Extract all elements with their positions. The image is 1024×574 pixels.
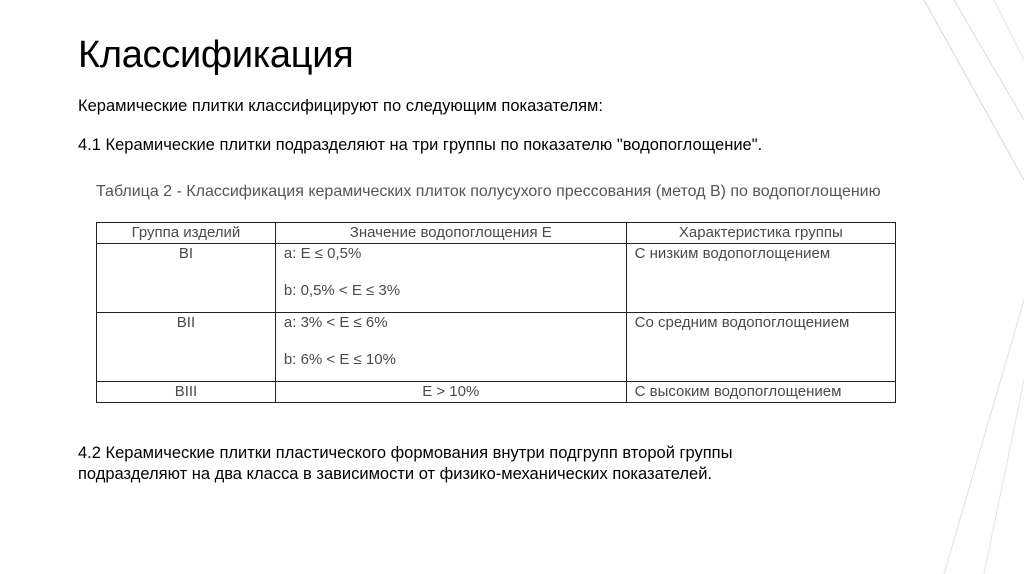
cell-group: BI bbox=[97, 244, 276, 313]
table-row bbox=[97, 244, 896, 313]
decorative-corner-lines bbox=[884, 0, 1024, 574]
header-value: Значение водопоглощения E bbox=[275, 223, 626, 244]
page-title: Классификация bbox=[78, 34, 354, 76]
header-characteristic: Характеристика группы bbox=[626, 223, 895, 244]
section-4-2-text: 4.2 Керамические плитки пластического формования внутри подгрупп второй группы подразделяют на два класса в зависимости от физико-механических показателей. bbox=[78, 444, 733, 483]
table-row bbox=[97, 313, 896, 382]
cell-characteristic: С низким водопоглощением bbox=[626, 244, 895, 313]
cell-group: BIII bbox=[97, 382, 276, 403]
value-subgroup-a: a: 3% < E ≤ 6% bbox=[283, 314, 388, 331]
cell-characteristic: Со средним водопоглощением bbox=[626, 313, 895, 382]
value-subgroup-b: b: 6% < E ≤ 10% bbox=[283, 351, 396, 368]
table-caption: Таблица 2 - Классификация керамических плиток полусухого прессования (метод В) по водопоглощению bbox=[96, 183, 881, 200]
classification-table bbox=[96, 222, 896, 403]
section-4-1-text: 4.1 Керамические плитки подразделяют на три группы по показателю "водопоглощение". bbox=[78, 136, 763, 154]
cell-value bbox=[275, 244, 626, 313]
cell-value bbox=[275, 313, 626, 382]
value-subgroup-a: a: E ≤ 0,5% bbox=[283, 245, 362, 262]
table-header-row bbox=[97, 223, 896, 244]
intro-text: Керамические плитки классифицируют по следующим показателям: bbox=[78, 97, 603, 115]
table-row bbox=[97, 382, 896, 403]
cell-group: BII bbox=[97, 313, 276, 382]
value-subgroup-b: b: 0,5% < E ≤ 3% bbox=[283, 282, 401, 299]
cell-characteristic: С высоким водопоглощением bbox=[626, 382, 895, 403]
cell-value: E > 10% bbox=[275, 382, 626, 403]
header-group: Группа изделий bbox=[97, 223, 276, 244]
